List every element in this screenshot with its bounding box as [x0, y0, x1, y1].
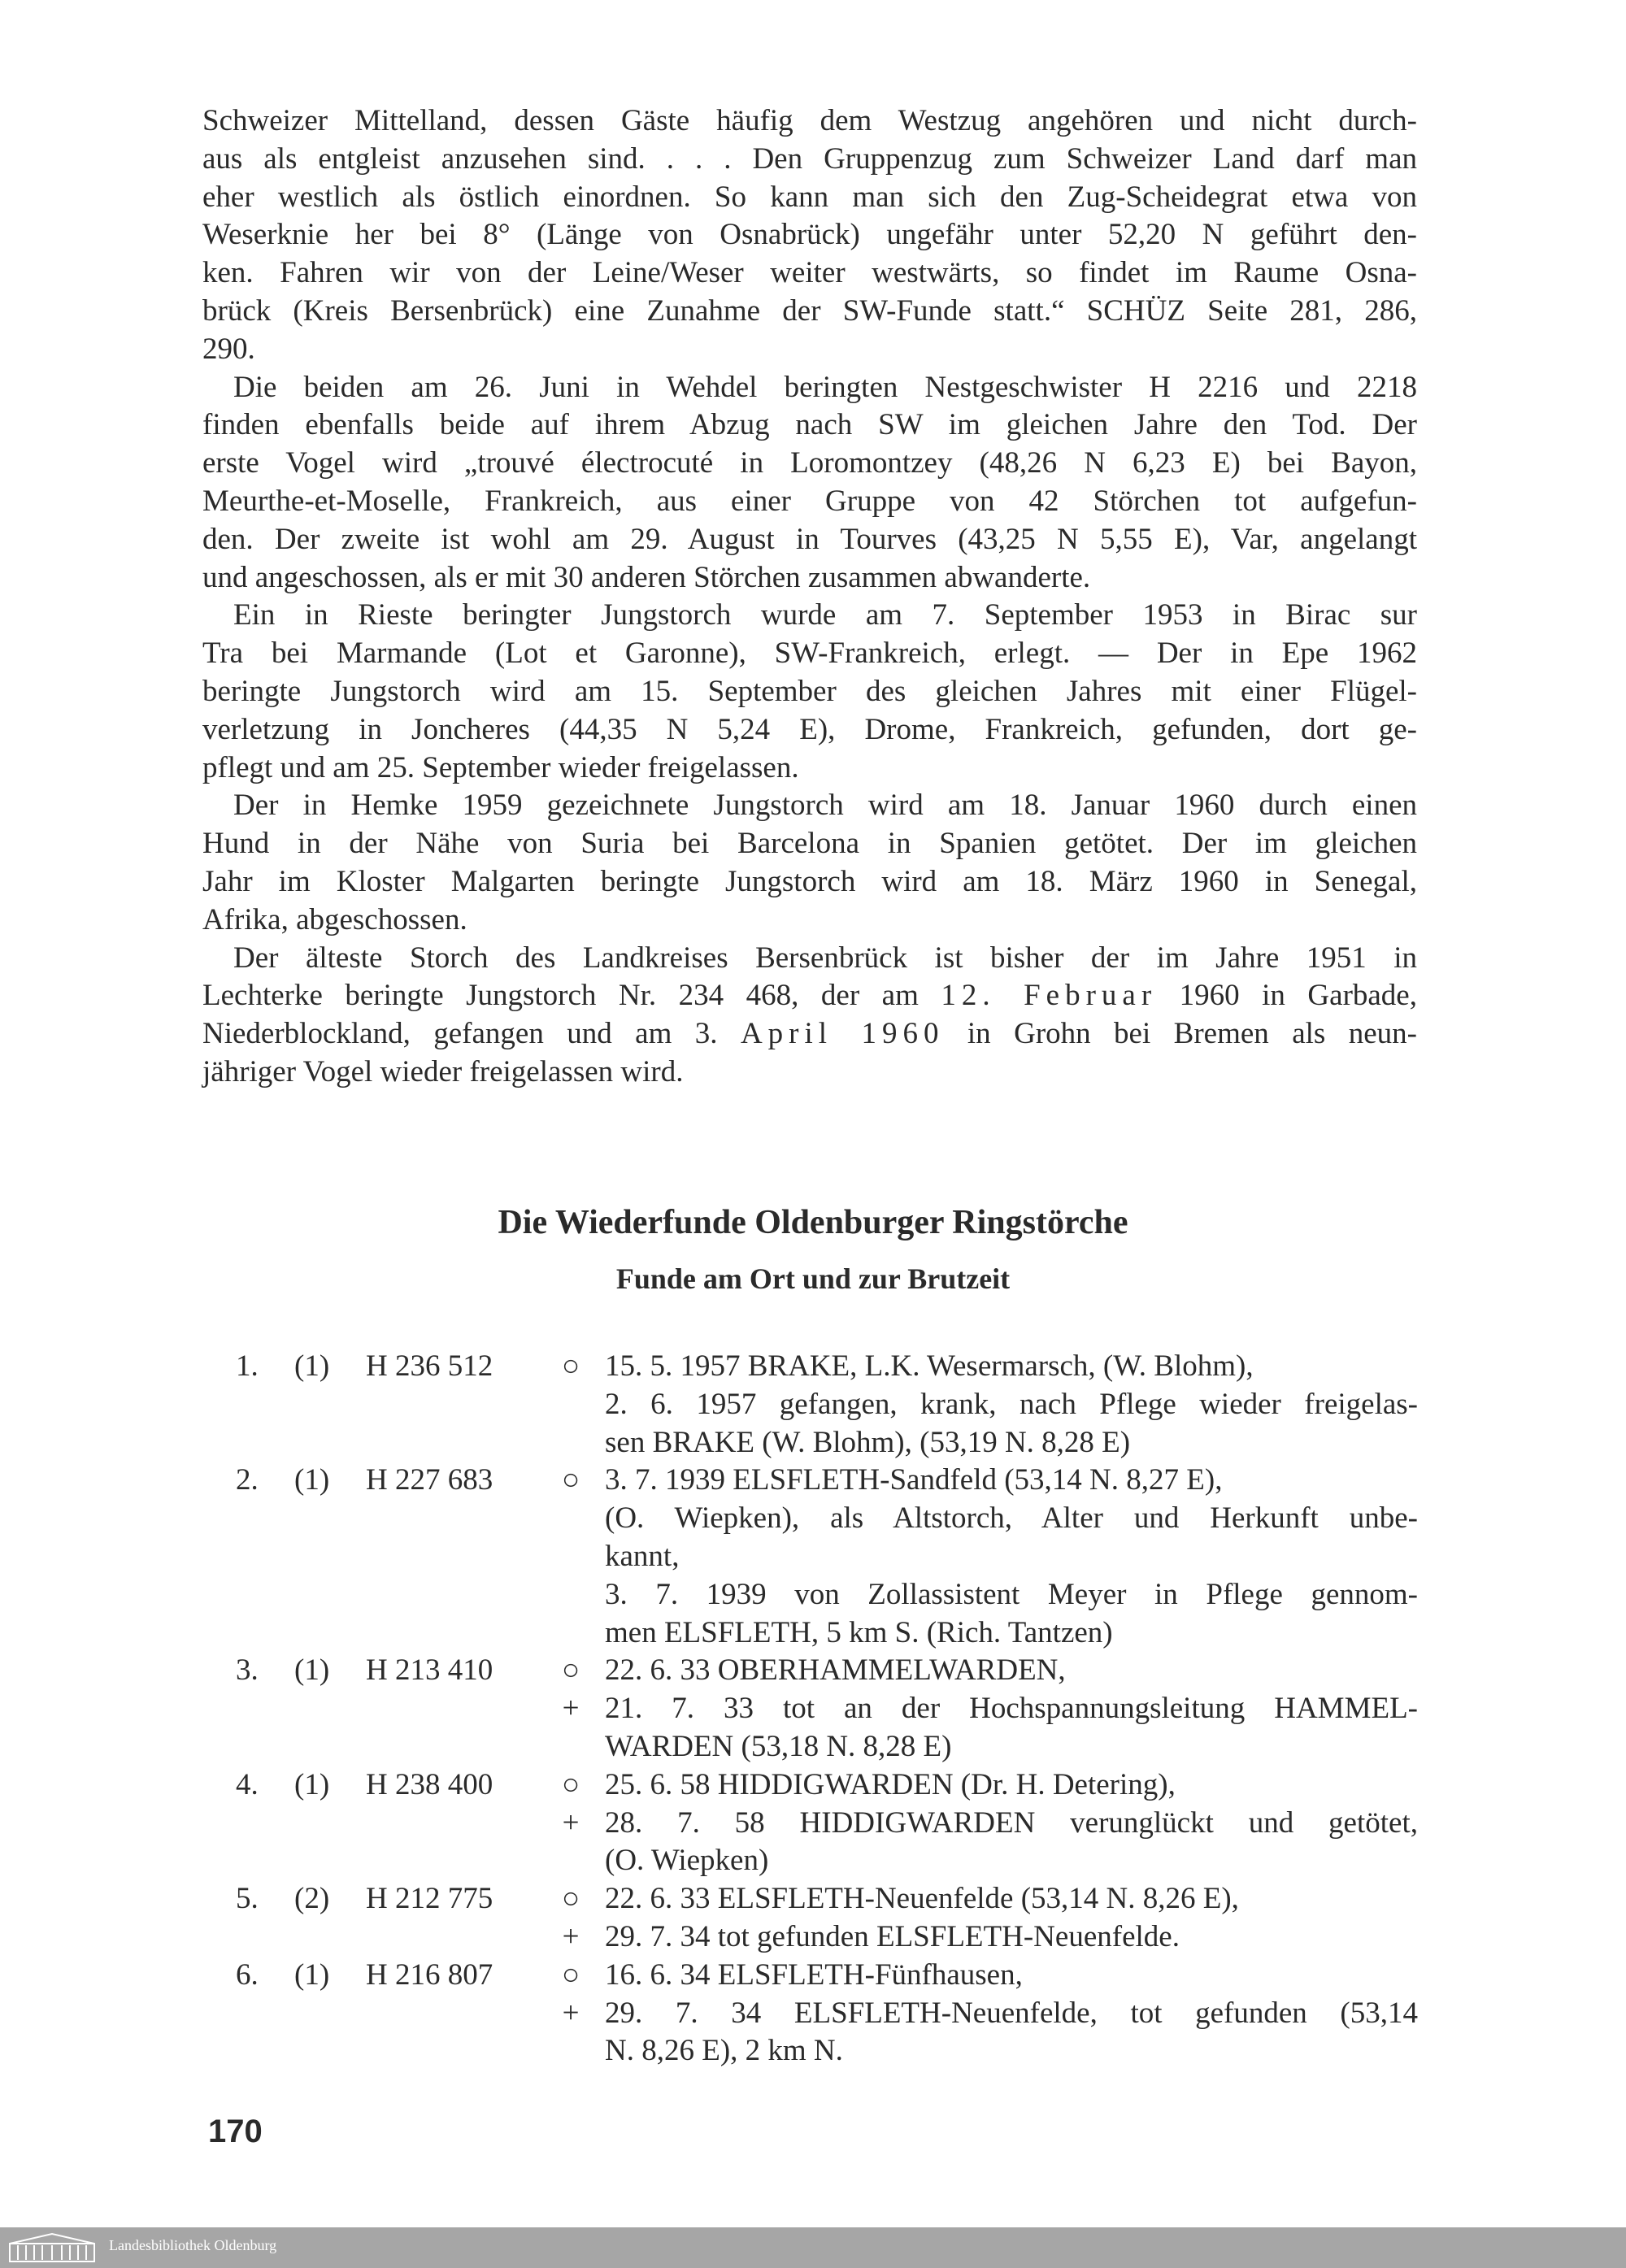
record-number: 5. — [236, 1882, 259, 1916]
record-number: 2. — [236, 1463, 259, 1497]
ringed-circle-icon: ○ — [561, 1463, 580, 1497]
text-line: und angeschossen, als er mit 30 anderen Störchen zusammen abwanderte. — [202, 560, 1091, 594]
record-text: 22. 6. 33 OBERHAMMELWARDEN, — [605, 1653, 1066, 1688]
text-line: 290. — [202, 332, 255, 366]
record-line — [0, 1995, 1626, 2033]
record-text: 28. 7. 58 HIDDIGWARDEN verunglückt und getötet, — [605, 1805, 1418, 1840]
footer-library-name: Landesbibliothek Oldenburg — [109, 2237, 277, 2253]
record-text: 21. 7. 33 tot an der Hochspannungsleitung HAMMEL- — [605, 1692, 1418, 1726]
text-line: jähriger Vogel wieder freigelassen wird. — [202, 1054, 684, 1088]
record-text: 25. 6. 58 HIDDIGWARDEN (Dr. H. Detering), — [605, 1767, 1176, 1801]
ring-record — [0, 1766, 1626, 1880]
text-line — [202, 977, 1417, 1015]
record-text: 15. 5. 1957 BRAKE, L.K. Wesermarsch, (W. Blohm), — [605, 1349, 1254, 1383]
text-line: verletzung in Joncheres (44,35 N 5,24 E), Drome, Frankreich, gefunden, dort ge- — [202, 712, 1417, 746]
record-count: (1) — [294, 1957, 330, 1992]
record-line — [0, 1538, 1626, 1576]
record-text: (O. Wiepken) — [605, 1844, 769, 1878]
text-segment: Niederblockland, gefangen und am 3. — [202, 1017, 741, 1051]
record-text: (O. Wiepken), als Altstorch, Alter und Herkunft unbe- — [605, 1501, 1418, 1536]
record-text: 3. 7. 1939 ELSFLETH-Sandfeld (53,14 N. 8,27 E), — [605, 1463, 1223, 1497]
record-number: 3. — [236, 1653, 259, 1688]
text-line: brück (Kreis Bersenbrück) eine Zunahme der SW-Funde statt.“ SCHÜZ Seite 281, 286, — [202, 293, 1417, 328]
record-text: men ELSFLETH, 5 km S. (Rich. Tantzen) — [605, 1615, 1113, 1649]
library-building-logo-icon — [8, 2232, 96, 2263]
ring-record — [0, 1462, 1626, 1652]
record-line — [0, 1652, 1626, 1690]
record-text: 29. 7. 34 tot gefunden ELSFLETH-Neuenfelde. — [605, 1919, 1180, 1953]
text-line: Hund in der Nähe von Suria bei Barcelona in Spanien getötet. Der im gleichen — [202, 827, 1417, 861]
record-line — [0, 1728, 1626, 1766]
record-line — [0, 1880, 1626, 1918]
text-line: finden ebenfalls beide auf ihrem Abzug nach SW im gleichen Jahre den Tod. Der — [202, 408, 1417, 442]
text-line: Tra bei Marmande (Lot et Garonne), SW-Frankreich, erlegt. — Der in Epe 1962 — [202, 637, 1417, 671]
spaced-date: April 1960 — [740, 1017, 945, 1051]
ringed-circle-icon: ○ — [561, 1957, 580, 1992]
ringed-circle-icon: ○ — [561, 1349, 580, 1383]
section-title: Die Wiederfunde Oldenburger Ringstörche — [498, 1204, 1128, 1241]
text-line: ken. Fahren wir von der Leine/Weser weiter westwärts, so findet im Raume Osna- — [202, 256, 1417, 290]
text-line: Afrika, abgeschossen. — [202, 902, 467, 936]
ring-number: H 212 775 — [366, 1882, 493, 1916]
record-line — [0, 1576, 1626, 1614]
section-subtitle: Funde am Ort und zur Brutzeit — [615, 1262, 1011, 1295]
ring-record — [0, 1652, 1626, 1766]
paragraph — [202, 369, 1417, 597]
record-text: 29. 7. 34 ELSFLETH-Neuenfelde, tot gefunden (53,14 — [605, 1996, 1418, 2030]
record-number: 6. — [236, 1957, 259, 1992]
paragraph — [202, 940, 1417, 1092]
text-segment: 1960 in Garbade, — [1157, 979, 1417, 1013]
record-line — [0, 1918, 1626, 1957]
paragraph — [202, 787, 1417, 939]
text-line: Ein in Rieste beringter Jungstorch wurde am 7. September 1953 in Birac sur — [233, 598, 1417, 632]
text-line: pflegt und am 25. September wieder freigelassen. — [202, 750, 799, 784]
record-number: 4. — [236, 1767, 259, 1801]
paragraph — [202, 597, 1417, 787]
record-line — [0, 1957, 1626, 1995]
record-line — [0, 1614, 1626, 1653]
text-line: Die beiden am 26. Juni in Wehdel beringten Nestgeschwister H 2216 und 2218 — [233, 370, 1417, 404]
record-text: 16. 6. 34 ELSFLETH-Fünfhausen, — [605, 1957, 1023, 1992]
record-count: (1) — [294, 1349, 330, 1383]
text-line: Der in Hemke 1959 gezeichnete Jungstorch wird am 18. Januar 1960 durch einen — [233, 789, 1417, 823]
text-segment: in Grohn bei Bremen als neun- — [944, 1017, 1417, 1051]
text-line — [202, 1015, 1417, 1054]
footer-bar — [0, 2227, 1626, 2268]
text-line: beringte Jungstorch wird am 15. September des gleichen Jahres mit einer Flügel- — [202, 674, 1417, 708]
text-line: Schweizer Mittelland, dessen Gäste häufig dem Westzug angehören und nicht durch- — [202, 104, 1417, 137]
paragraph — [202, 102, 1417, 369]
record-line — [0, 1386, 1626, 1424]
record-text: kannt, — [605, 1539, 680, 1573]
record-text: sen BRAKE (W. Blohm), (53,19 N. 8,28 E) — [605, 1425, 1131, 1459]
page-number: 170 — [208, 2114, 263, 2149]
record-text: 2. 6. 1957 gefangen, krank, nach Pflege wieder freigelas- — [605, 1387, 1418, 1421]
ring-number: H 216 807 — [366, 1957, 493, 1992]
text-line: Meurthe-et-Moselle, Frankreich, aus einer Gruppe von 42 Störchen tot aufgefun- — [202, 484, 1417, 518]
ringed-circle-icon: ○ — [561, 1767, 580, 1801]
record-line — [0, 1424, 1626, 1462]
record-number: 1. — [236, 1349, 259, 1383]
record-count: (1) — [294, 1767, 330, 1801]
text-line: erste Vogel wird „trouvé électrocuté in Loromontzey (48,26 N 6,23 E) bei Bayon, — [202, 446, 1417, 480]
record-line — [0, 1690, 1626, 1728]
record-line — [0, 1805, 1626, 1843]
record-line — [0, 1842, 1626, 1880]
record-line — [0, 1500, 1626, 1538]
death-cross-icon: + — [562, 1805, 580, 1840]
death-cross-icon: + — [562, 1919, 580, 1953]
ring-number: H 213 410 — [366, 1653, 493, 1688]
ringed-circle-icon: ○ — [561, 1653, 580, 1688]
record-text: WARDEN (53,18 N. 8,28 E) — [605, 1729, 952, 1763]
ring-record — [0, 1348, 1626, 1462]
record-line — [0, 1348, 1626, 1386]
text-line: Jahr im Kloster Malgarten beringte Jungstorch wird am 18. März 1960 in Senegal, — [202, 864, 1417, 898]
text-line: den. Der zweite ist wohl am 29. August in Tourves (43,25 N 5,55 E), Var, angelangt — [202, 522, 1417, 556]
record-count: (1) — [294, 1653, 330, 1688]
text-segment: Lechterke beringte Jungstorch Nr. 234 468, der am — [202, 979, 941, 1013]
ringed-circle-icon: ○ — [561, 1882, 580, 1916]
text-line: aus als entgleist anzusehen sind. . . . Den Gruppenzug zum Schweizer Land darf man — [202, 141, 1417, 176]
record-count: (1) — [294, 1463, 330, 1497]
ring-record — [0, 1957, 1626, 2070]
record-line — [0, 2032, 1626, 2070]
ring-number: H 236 512 — [366, 1349, 493, 1383]
text-line: Der älteste Storch des Landkreises Bersenbrück ist bisher der im Jahre 1951 in — [233, 941, 1417, 975]
text-line: Weserknie her bei 8° (Länge von Osnabrück) ungefähr unter 52,20 N geführt den- — [202, 218, 1417, 252]
record-line — [0, 1462, 1626, 1500]
record-count: (2) — [294, 1882, 330, 1916]
death-cross-icon: + — [562, 1996, 580, 2030]
ring-number: H 227 683 — [366, 1463, 493, 1497]
spaced-date: 12. Februar — [941, 979, 1158, 1013]
record-line — [0, 1766, 1626, 1805]
ring-number: H 238 400 — [366, 1767, 493, 1801]
record-text: 22. 6. 33 ELSFLETH-Neuenfelde (53,14 N. 8,26 E), — [605, 1882, 1239, 1916]
body-text — [202, 102, 1417, 1092]
ring-records-list — [0, 1348, 1626, 2070]
text-line: eher westlich als östlich einordnen. So kann man sich den Zug-Scheidegrat etwa von — [202, 180, 1417, 214]
record-text: N. 8,26 E), 2 km N. — [605, 2034, 843, 2068]
death-cross-icon: + — [562, 1692, 580, 1726]
record-text: 3. 7. 1939 von Zollassistent Meyer in Pflege gennom- — [605, 1577, 1418, 1611]
ring-record — [0, 1880, 1626, 1957]
